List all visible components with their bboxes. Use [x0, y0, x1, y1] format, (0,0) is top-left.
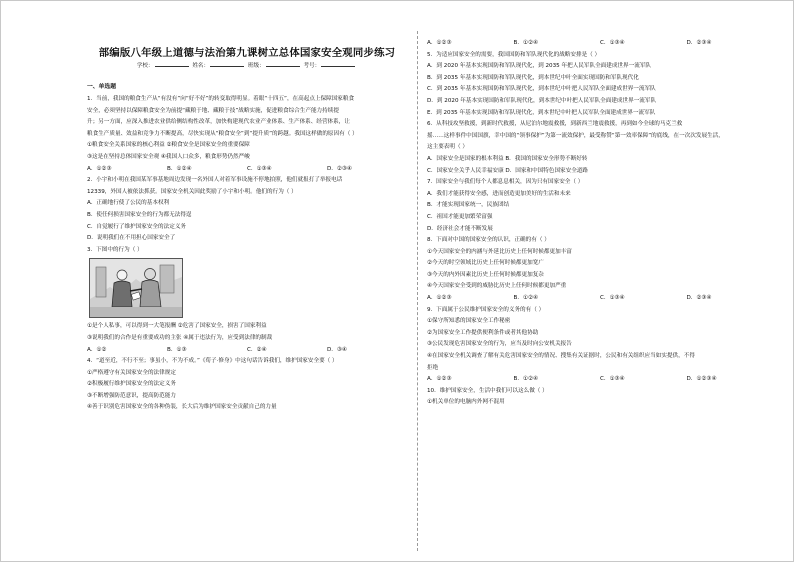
option-a[interactable]: A．正确地行使了公民的基本权利	[87, 200, 170, 207]
option-b[interactable]: B．①②④	[513, 40, 538, 46]
page-title: 部编版八年级上道德与法治第九课树立总体国家安全观同步练习	[98, 47, 396, 59]
question-statement: ①严格遵守有关国家安全的法律规定	[87, 369, 176, 376]
option-a[interactable]: A．到 2020 年基本实现国防和军队现代化，到 2035 年把人民军队全面建成世界一流军队	[427, 63, 652, 70]
right-column	[427, 38, 773, 409]
option-c[interactable]: C．①③④	[247, 165, 272, 172]
question-text: 10．维护国家安全，生活中我们可以这么做（ ）	[427, 387, 548, 394]
option-a[interactable]: A．①②③	[427, 376, 452, 383]
name-field[interactable]	[210, 61, 244, 67]
option-b[interactable]: B．才能实现国家统一，民族团结	[427, 202, 510, 209]
option-row[interactable]: C．国家安全关乎人民幸福安康 D．国家和中国特色国家安全道路	[427, 167, 589, 174]
question-statement: ②今天的时空领域比历史上任何时候都更加宽广	[427, 260, 544, 267]
question-statement: ①今天国家安全的内涵与外延比历史上任何时候都更加丰富	[427, 248, 572, 255]
question-text: 1．当前，我国的粮食生产从“有没有”向“好不好”的转变取得明显。着眼“十四五”，在高起点上保障国家粮食	[87, 96, 355, 102]
option-d[interactable]: D．②③④	[686, 295, 712, 302]
question-statement: ①保守所知悉的国家安全工作秘密	[427, 318, 511, 325]
question-statement: ②为国家安全工作提供便利条件或者其他协助	[427, 329, 539, 336]
option-d[interactable]: D．①②③④	[686, 376, 717, 383]
answer-options	[87, 345, 407, 357]
name-label: 姓名：	[192, 63, 210, 69]
option-a[interactable]: A．①②③	[427, 295, 452, 302]
question-statement: ③今天的内外因素比历史上任何时候都更加复杂	[427, 271, 544, 278]
option-e[interactable]: E．到 2035 年基本实现国防和军队现代化，到本世纪中叶把人民军队全面建成世界一流军队	[427, 109, 656, 116]
option-a[interactable]: A．我们才能获得安全感，进而创造更加美好的生活和未来	[427, 190, 571, 197]
column-divider	[417, 31, 418, 551]
question-statement: ①粮食安全关系国家的核心利益 ②粮食安全是国家安全的重要保障	[87, 142, 250, 149]
option-d[interactable]: D．③④	[327, 346, 347, 353]
question-text: 2．小宇和小明在我国某军事基地周边发现一名外国人对着军事设施不停地拍照，他们就报打了举报电话	[87, 177, 343, 184]
option-d[interactable]: D．②③④	[327, 165, 352, 172]
school-field[interactable]	[155, 61, 189, 67]
class-field[interactable]	[266, 61, 300, 67]
answer-options	[427, 38, 773, 50]
question-statement: ②积极履行维护国家安全的法定义务	[87, 381, 176, 388]
option-a[interactable]: A．①②③	[427, 40, 452, 46]
option-c[interactable]: C．②④	[247, 346, 267, 353]
left-column	[87, 38, 407, 414]
option-b[interactable]: B．①②④	[167, 165, 192, 172]
option-c[interactable]: C．到 2035 年基本实现国防和军队现代化，到本世纪中叶把人民军队全面建成世界一流军队	[427, 86, 656, 93]
question-statement: ③公民发现危害国家安全的行为，应当及时向公安机关报告	[427, 341, 572, 348]
question-text: 4．“道至近，不行不至；事虽小，不为不成。”《荀子·修身》中这句话告诉我们，维护国家安全要（ ）	[87, 358, 338, 365]
question-statement: ④今天国家安全受到的威胁比历史上任何时候都更加严重	[427, 283, 567, 290]
option-a[interactable]: A．①②	[87, 346, 107, 353]
handshake-illustration	[90, 259, 182, 317]
option-c[interactable]: C．①③④	[600, 376, 625, 383]
option-d[interactable]: D．到 2020 年基本实现国防和军队现代化，到本世纪中叶把人民军队全面建成世界一流军队	[427, 97, 657, 104]
question-text: 摇……这样事件中国国旗，幸中国的“领事保护”为第一流效保护，最受称赞“第一效率保障”的底线，在一次次发展生活，	[427, 132, 724, 139]
answer-options	[427, 293, 773, 305]
option-c[interactable]: C．①③④	[600, 295, 625, 302]
option-c[interactable]: C．自觉履行了维护国家安全的法定义务	[87, 223, 187, 230]
question-statement: ④在国家安全机关调查了解有关危害国家安全的情况、搜集有关证据时，公民和有关组织应当如实提供，不得	[427, 353, 695, 360]
question-text: 这主要表明（ ）	[427, 144, 468, 151]
option-row[interactable]: A．国家安全是国家的根本利益 B．我国的国家安全形势不断好转	[427, 155, 588, 162]
question-text: 5．为适应国家安全的需要，我国国防和军队现代化的战略安排是（ ）	[427, 51, 601, 58]
question-statement: ③说明我们的合作是有重要成功的主张 ④属于违法行为，应受到法律的制裁	[87, 334, 273, 341]
option-b[interactable]: B．使任何损害国家安全的行为都无法得逞	[87, 211, 192, 218]
exam-number-field[interactable]	[321, 61, 355, 67]
option-b[interactable]: B．①②④	[513, 376, 538, 383]
question-statement: ①是个人私事，可以得到一大笔报酬 ②危害了国家安全，损害了国家利益	[87, 323, 267, 330]
question-text: 3．下图中的行为（ ）	[87, 246, 143, 253]
option-c[interactable]: C．①③④	[600, 40, 625, 46]
question-text: 7．国家安全与我们每个人都息息相关，因为只有国家安全（ ）	[427, 179, 584, 186]
question-text: 6．从科技攻坚救援，到新时代救援，从尼泊尔地震救援，到新西兰地震救援，再到如今全球的马克兰救	[427, 121, 683, 128]
class-label: 班级：	[247, 63, 265, 69]
question-illustration	[89, 258, 183, 318]
question-statement: 拒绝	[427, 364, 439, 371]
option-d[interactable]: D．说明我们在不用担心国家安全了	[87, 235, 176, 242]
question-statement: ③不断增强防范意识，提高防范能力	[87, 392, 176, 399]
question-text: 粮食生产质量、效益和竞争力不断提高，尽快实现从“粮食安全”到“提升质”的跨越。我国这样做的原因有（ ）	[87, 130, 358, 137]
answer-options	[87, 164, 407, 176]
answer-options	[427, 374, 773, 386]
question-statement: ①机关单位的电脑内外网不混用	[427, 399, 505, 406]
question-text: 升；另一方面，应深入推进农业供给侧结构性改革，加快构建现代农业产业体系、生产体系、经营体系，让	[87, 119, 350, 126]
student-info	[87, 61, 407, 69]
question-text: 12339，外国人被依法抓获。国家安全机关因此奖励了小宇和小明。他们的行为（ ）	[87, 188, 297, 195]
option-b[interactable]: B．①②④	[513, 295, 538, 302]
option-b[interactable]: B．到 2035 年基本实现国防和军队现代化，到本世纪中叶全面实现国防和军队现代化	[427, 74, 639, 81]
option-b[interactable]: B．①③	[167, 346, 187, 353]
question-statement: ④善于识别危害国家安全的各种伪装，长大后为维护国家安全贡献自己的力量	[87, 404, 277, 411]
question-text: 8．下面对中国的国家安全的认识，正确的有（ ）	[427, 237, 550, 244]
section-heading: 一、单选题	[87, 84, 116, 90]
exam-number-label: 考号：	[303, 63, 321, 69]
option-c[interactable]: C．祖国才能更加繁荣富强	[427, 213, 493, 220]
school-label: 学校：	[136, 63, 154, 69]
question-text: 9．下面属于公民维护国家安全的义务的有（ ）	[427, 306, 545, 313]
question-statement: ③这是在坚持总体国家安全观 ④我国人口众多，粮食形势仍然严峻	[87, 153, 250, 160]
option-a[interactable]: A．①②③	[87, 165, 112, 172]
option-d[interactable]: D．经济社会才能不断发展	[427, 225, 493, 232]
option-d[interactable]: D．②③④	[686, 40, 712, 46]
question-text: 安全，必须坚持以保障粮食安全为前提“藏粮于地、藏粮于技”战略实施，促进粮食综合生产能力持续提	[87, 107, 339, 114]
